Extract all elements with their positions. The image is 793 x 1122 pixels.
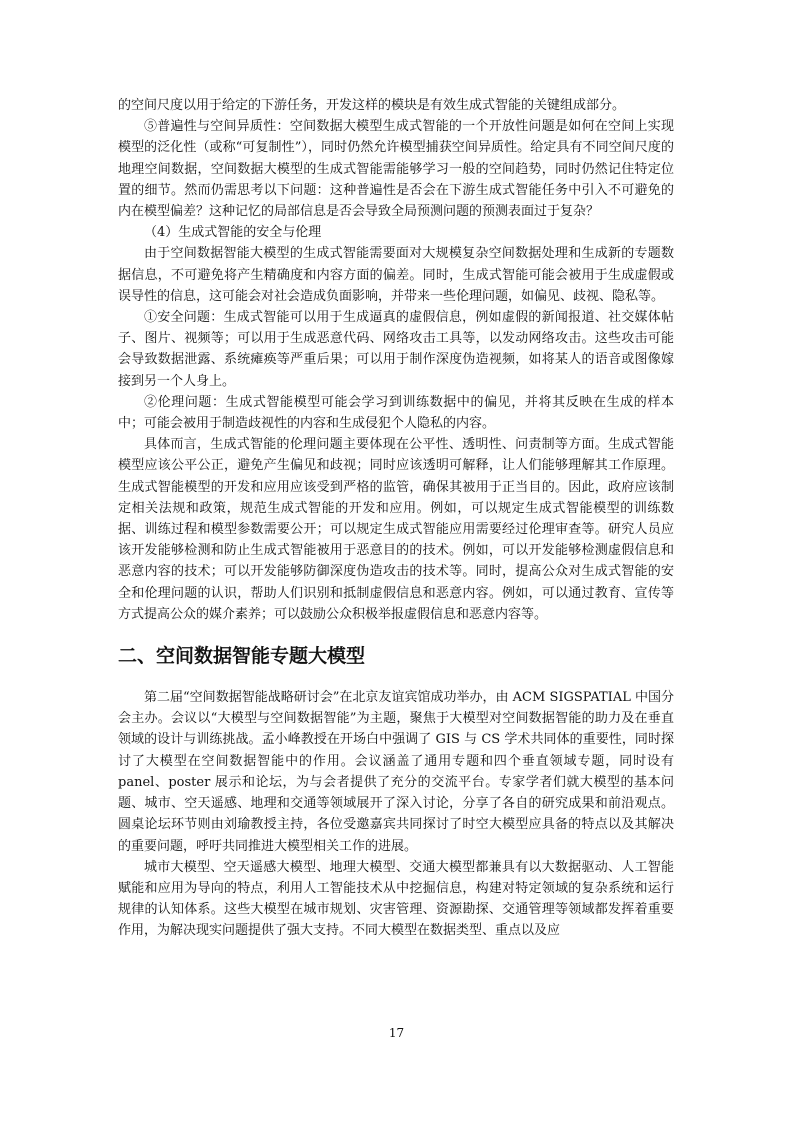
paragraph: ①安全问题：生成式智能可以用于生成逼真的虚假信息，例如虚假的新闻报道、社交媒体帖子、图片、视频等；可以用于生成恶意代码、网络攻击工具等，以发动网络攻击。这些攻击可能会导致数据泄露、系统瘫痪等严重后果；可以用于制作深度伪造视频，如将某人的语音或图像嫁接到另一个人身上。 (118, 310, 674, 389)
paragraph: ⑤普遍性与空间异质性：空间数据大模型生成式智能的一个开放性问题是如何在空间上实现模型的泛化性（或称“可复制性”），同时仍然允许模型捕获空间异质性。给定具有不同空间尺度的地理空间数据，空间数据大模型的生成式智能需能够学习一般的空间趋势，同时仍然记住特定位置的细节。然而仍需思考以下问题：这种普遍性是否会在下游生成式智能任务中引入不可避免的内在模型偏差？这种记忆的局部信息是否会导致全局预测问题的预测表面过于复杂？ (118, 119, 674, 220)
page-body (118, 95, 674, 942)
paragraph: ②伦理问题：生成式智能模型可能会学习到训练数据中的偏见，并将其反映在生成的样本中；可能会被用于制造歧视性的内容和生成侵犯个人隐私的内容。 (118, 394, 674, 432)
paragraph: 城市大模型、空天遥感大模型、地理大模型、交通大模型都兼具有以大数据驱动、人工智能赋能和应用为导向的特点，利用人工智能技术从中挖掘信息，构建对特定领域的复杂系统和运行规律的认知体系。这些大模型在城市规划、灾害管理、资源勘探、交通管理等领域都发挥着重要作用，为解决现实问题提供了强大支持。不同大模型在数据类型、重点以及应 (118, 859, 674, 939)
paragraph: 具体而言，生成式智能的伦理问题主要体现在公平性、透明性、问责制等方面。生成式智能模型应该公平公正，避免产生偏见和歧视；同时应该透明可解释，让人们能够理解其工作原理。生成式智能模型的开发和应用应该受到严格的监管，确保其被用于正当目的。因此，政府应该制定相关法规和政策，规范生成式智能的开发和应用。例如，可以规定生成式智能模型的训练数据、训练过程和模型参数需要公开；可以规定生成式智能应用需要经过伦理审查等。研究人员应该开发能够检测和防止生成式智能被用于恶意目的的技术。例如，可以开发能够检测虚假信息和恶意内容的技术；可以开发能够防御深度伪造攻击的技术等。同时，提高公众对生成式智能的安全和伦理问题的认识，帮助人们识别和抵制虚假信息和恶意内容。例如，可以通过教育、宣传等方式提高公众的媒介素养；可以鼓励公众积极举报虚假信息和恶意内容等。 (118, 437, 674, 622)
paragraph: 由于空间数据智能大模型的生成式智能需要面对大规模复杂空间数据处理和生成新的专题数据信息，不可避免将产生精确度和内容方面的偏差。同时，生成式智能可能会被用于生成虚假或误导性的信息，这可能会对社会造成负面影响，并带来一些伦理问题，如偏见、歧视、隐私等。 (118, 246, 674, 304)
paragraph: 第二届“空间数据智能战略研讨会”在北京友谊宾馆成功举办，由 ACM SIGSPATIAL 中国分会主办。会议以“大模型与空间数据智能”为主题，聚焦于大模型对空间数据智能的助力及在垂直领域的设计与训练挑战。孟小峰教授在开场白中强调了 GIS 与 CS 学术共同体的重要性，同时探讨了大模型在空间数据智能中的作用。会议涵盖了通用专题和四个垂直领域专题，同时设有 panel、poster 展示和论坛，为与会者提供了充分的交流平台。专家学者们就大模型的基本问题、城市、空天遥感、地理和交通等领域展开了深入讨论，分享了各自的研究成果和前沿观点。圆桌论坛环节则由刘瑜教授主持，各位受邀嘉宾共同探讨了时空大模型应具备的特点以及其解决的重要问题，呼吁共同推进大模型相关工作的进展。 (118, 690, 674, 854)
section-heading: 二、空间数据智能专题大模型 (118, 645, 366, 668)
page-number: 17 (388, 1026, 405, 1040)
subsection-heading: （4）生成式智能的安全与伦理 (144, 225, 322, 241)
paragraph: 的空间尺度以用于给定的下游任务，开发这样的模块是有效生成式智能的关键组成部分。 (118, 98, 626, 113)
